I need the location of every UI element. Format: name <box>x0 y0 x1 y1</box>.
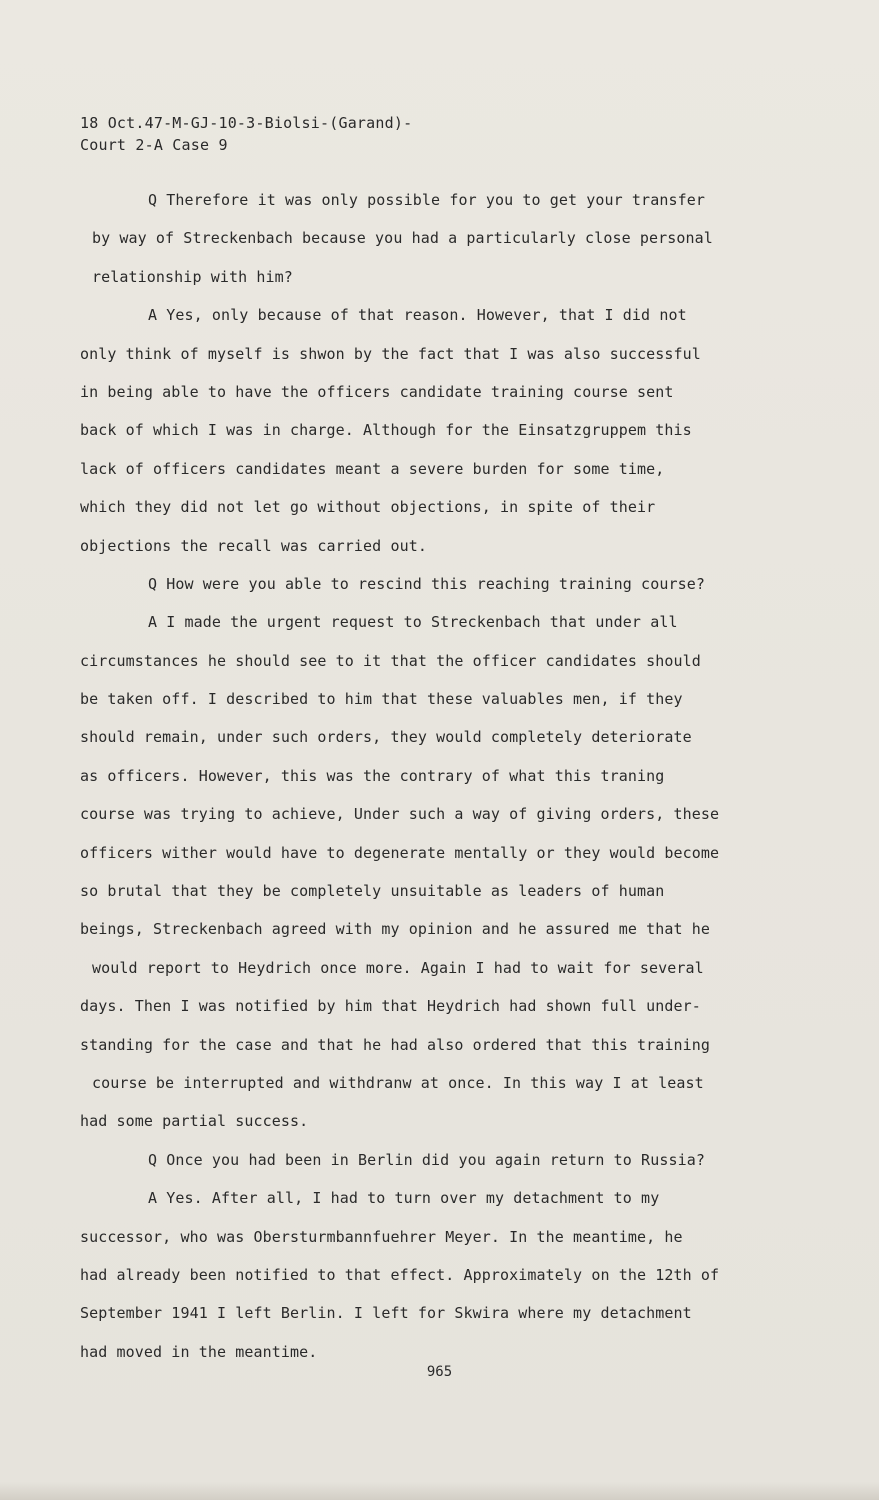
transcript-line: beings, Streckenbach agreed with my opinion and he assured me that he <box>80 920 711 939</box>
header-court-line: Court 2-A Case 9 <box>80 136 228 154</box>
paper-bottom-edge <box>0 1482 879 1500</box>
document-header <box>80 112 412 156</box>
transcript-line: which they did not let go without objections, in spite of their <box>80 498 656 517</box>
transcript-line: should remain, under such orders, they would completely deteriorate <box>80 728 692 747</box>
transcript-line: course was trying to achieve, Under such a way of giving orders, these <box>80 805 720 824</box>
page-number: 965 <box>426 1364 453 1380</box>
transcript-line: A I made the urgent request to Streckenbach that under all <box>148 613 678 632</box>
transcript-line: had moved in the meantime. <box>80 1342 318 1361</box>
transcript-line: successor, who was Obersturmbannfuehrer Meyer. In the meantime, he <box>80 1227 683 1246</box>
transcript-line: had some partial success. <box>80 1112 309 1131</box>
transcript-line: as officers. However, this was the contrary of what this traning <box>80 766 665 785</box>
transcript-line: A Yes. After all, I had to turn over my detachment to my <box>148 1189 660 1208</box>
transcript-line: objections the recall was carried out. <box>80 536 427 555</box>
transcript-line: September 1941 I left Berlin. I left for Skwira where my detachment <box>80 1304 692 1323</box>
transcript-line: days. Then I was notified by him that Heydrich had shown full under- <box>80 997 701 1016</box>
transcript-line: course be interrupted and withdranw at once. In this way I at least <box>92 1073 704 1092</box>
transcript-line: circumstances he should see to it that the officer candidates should <box>80 651 701 670</box>
transcript-line: by way of Streckenbach because you had a particularly close personal <box>92 229 713 248</box>
transcript-line: had already been notified to that effect. Approximately on the 12th of <box>80 1265 720 1284</box>
transcript-line: Q How were you able to rescind this reaching training course? <box>148 574 705 593</box>
transcript-line: Q Therefore it was only possible for you to get your transfer <box>148 191 705 209</box>
transcript-line: lack of officers candidates meant a severe burden for some time, <box>80 459 665 478</box>
transcript-line: relationship with him? <box>92 267 293 286</box>
transcript-line: only think of myself is shwon by the fact that I was also successful <box>80 344 701 363</box>
header-reference-line: 18 Oct.47-M-GJ-10-3-Biolsi-(Garand)- <box>80 114 413 132</box>
transcript-body <box>80 181 780 1371</box>
transcript-line: Q Once you had been in Berlin did you again return to Russia? <box>148 1150 705 1169</box>
transcript-line: standing for the case and that he had also ordered that this training <box>80 1035 711 1054</box>
transcript-line: back of which I was in charge. Although for the Einsatzgruppem this <box>80 421 692 440</box>
transcript-line: in being able to have the officers candidate training course sent <box>80 382 674 401</box>
transcript-line: officers wither would have to degenerate mentally or they would become <box>80 843 720 862</box>
transcript-line: would report to Heydrich once more. Again I had to wait for several <box>92 958 704 977</box>
transcript-line: be taken off. I described to him that these valuables men, if they <box>80 690 683 709</box>
transcript-line: A Yes, only because of that reason. However, that I did not <box>148 306 687 325</box>
transcript-line: so brutal that they be completely unsuitable as leaders of human <box>80 882 665 901</box>
